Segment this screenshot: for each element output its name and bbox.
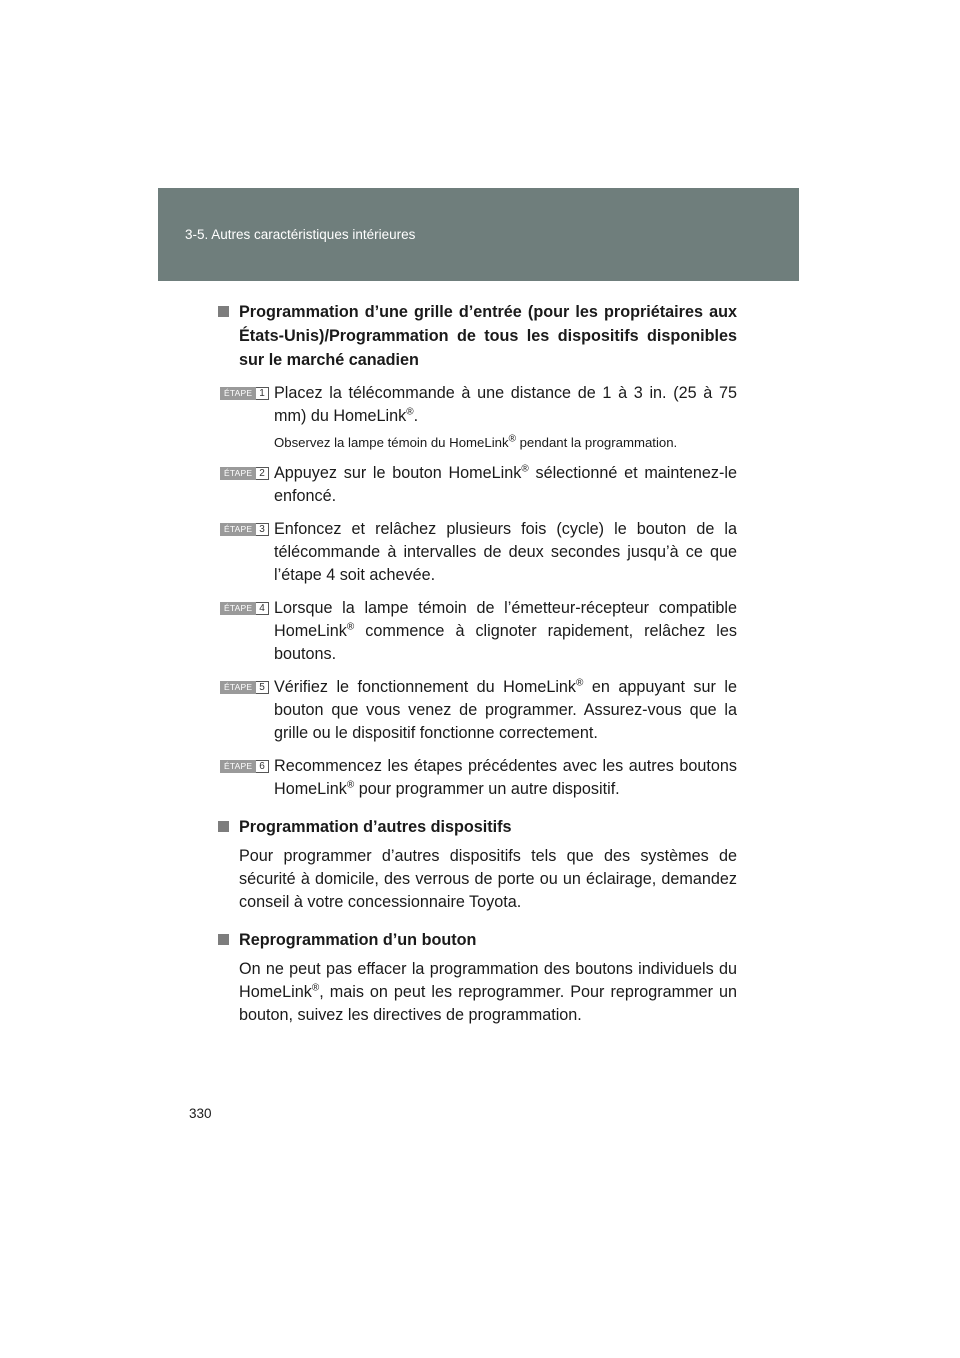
step-5: ÉTAPE 5 Vérifiez le fonctionnement du HomeLink® en appuyant sur le bouton que vous venez de programmer. Assurez-vous que la grille ou le dispositif fonctionne correctement. [218,676,737,745]
step-3: ÉTAPE 3 Enfoncez et relâchez plusieurs fois (cycle) le bouton de la télécommande à intervalles de deux secondes jusqu’à ce que l’étape 4 soit achevée. [218,518,737,587]
heading-text: Reprogrammation d’un bouton [239,931,477,949]
registered-mark: ® [508,433,516,445]
step-badge: ÉTAPE 2 [220,467,269,480]
heading-text: Programmation d’autres dispositifs [239,818,512,836]
heading-reprogramming [218,928,737,952]
other-devices-body: Pour programmer d’autres dispositifs tels que des systèmes de sécurité à domicile, des verrous de porte ou un éclairage, demandez conseil à votre concessionnaire Toyota. [239,847,737,911]
heading-programming-gate [218,300,737,372]
heading-other-devices [218,815,737,839]
step-4: ÉTAPE 4 Lorsque la lampe témoin de l’émetteur-récepteur compatible HomeLink® commence à clignoter rapidement, relâchez les boutons. [218,597,737,666]
section-header-band [158,188,799,281]
section-title: 3-5. Autres caractéristiques intérieures [185,227,416,242]
page-content [218,300,737,1041]
step-badge: ÉTAPE 1 [220,387,269,400]
step-1: ÉTAPE 1 Placez la télécommande à une distance de 1 à 3 in. (25 à 75 mm) du HomeLink®. Observez la lampe témoin du HomeLink® pendant la programmation. [218,382,737,452]
registered-mark: ® [311,982,320,994]
square-bullet-icon [218,934,229,945]
step-badge: ÉTAPE 5 [220,681,269,694]
registered-mark: ® [346,621,355,633]
registered-mark: ® [576,677,584,689]
reprogramming-body: On ne peut pas effacer la programmation des boutons individuels du HomeLink®, mais on peut les reprogrammer. Pour reprogrammer un bouton, suivez les directives de programmation. [239,960,737,1024]
registered-mark: ® [406,406,414,418]
heading-text: Programmation d’une grille d’entrée (pour les propriétaires aux États-Unis)/Programmation de tous les dispositifs disponibles sur le marché canadien [239,303,737,369]
step-2: ÉTAPE 2 Appuyez sur le bouton HomeLink® sélectionné et maintenez-le enfoncé. [218,462,737,508]
step-1-note: Observez la lampe témoin du HomeLink® pendant la programmation. [274,433,678,450]
step-badge: ÉTAPE 4 [220,602,269,615]
square-bullet-icon [218,306,229,317]
square-bullet-icon [218,821,229,832]
registered-mark: ® [346,779,355,791]
step-badge: ÉTAPE 3 [220,523,269,536]
step-6: ÉTAPE 6 Recommencez les étapes précédentes avec les autres boutons HomeLink® pour programmer un autre dispositif. [218,755,737,801]
step-badge: ÉTAPE 6 [220,760,269,773]
registered-mark: ® [521,463,529,475]
page-number: 330 [189,1106,212,1121]
